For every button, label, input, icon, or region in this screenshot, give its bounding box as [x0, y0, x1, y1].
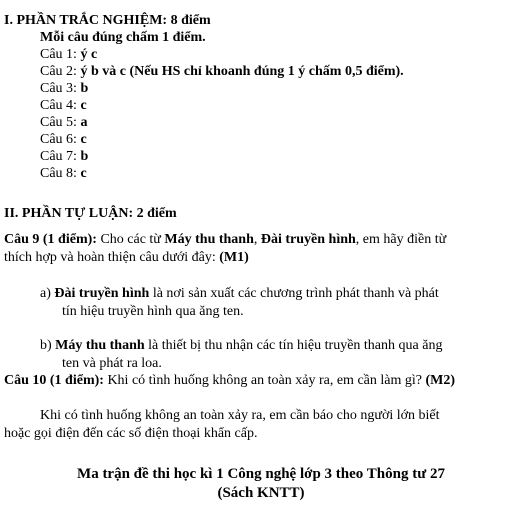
- answer-row: [40, 165, 87, 182]
- q9-item-a-line1: [40, 285, 439, 302]
- item-text: là thiết bị thu nhận các tín hiệu truyền thanh qua ăng: [148, 338, 443, 353]
- question-9-text: Cho các từ: [100, 232, 161, 247]
- section1-heading: I. PHẦN TRẮC NGHIỆM: 8 điểm: [4, 13, 211, 28]
- answer-value: c: [80, 166, 87, 181]
- question-9-text-tail: , em hãy điền từ: [355, 232, 447, 247]
- answer-label: Câu 2:: [40, 64, 77, 79]
- answer-row: [40, 97, 87, 114]
- section2-heading: II. PHẦN TỰ LUẬN: 2 điểm: [4, 206, 177, 221]
- question-10-answer-line2: hoặc gọi điện đến các số điện thoại khẩn cấp.: [4, 426, 258, 441]
- answer-label: Câu 8:: [40, 166, 77, 181]
- answer-label: Câu 3:: [40, 81, 77, 96]
- answer-value: c: [80, 132, 87, 147]
- answer-row: [40, 148, 88, 165]
- answer-label: Câu 7:: [40, 149, 77, 164]
- question-10-text: Khi có tình huống không an toàn xảy ra, em cần làm gì?: [107, 373, 422, 388]
- answer-value: ý c: [80, 47, 98, 62]
- question-10-level: (M2): [425, 373, 456, 388]
- item-text: là nơi sản xuất các chương trình phát thanh và phát: [152, 286, 439, 301]
- q9-item-a-line2: tín hiệu truyền hình qua ăng ten.: [62, 304, 244, 319]
- item-marker: a): [40, 286, 51, 301]
- term-may-thu-thanh: Máy thu thanh: [164, 232, 254, 247]
- answer-row: [40, 114, 87, 131]
- answer-value: c: [80, 98, 87, 113]
- answer-value: a: [80, 115, 88, 130]
- question-10-answer-line1: Khi có tình huống không an toàn xảy ra, em cần báo cho người lớn biết: [40, 408, 440, 423]
- question-9-line1: [4, 231, 446, 248]
- answer-row: [40, 46, 97, 63]
- matrix-title-line1: Ma trận đề thi học kì 1 Công nghệ lớp 3 theo Thông tư 27: [77, 466, 445, 482]
- item-term: Đài truyền hình: [54, 286, 150, 301]
- question-10-line: [4, 372, 455, 389]
- answer-row: [40, 80, 88, 97]
- question-9-level: (M1): [219, 250, 249, 265]
- answer-label: Câu 5:: [40, 115, 77, 130]
- matrix-title-line2: (Sách KNTT): [217, 485, 305, 501]
- answer-value: b: [80, 149, 89, 164]
- answer-label: Câu 4:: [40, 98, 77, 113]
- term-dai-truyen-hinh: Đài truyền hình: [260, 232, 356, 247]
- item-term: Máy thu thanh: [55, 338, 145, 353]
- question-9-text-line2: thích hợp và hoàn thiện câu dưới đây:: [4, 250, 216, 265]
- q9-item-b-line1: [40, 337, 442, 354]
- item-marker: b): [40, 338, 52, 353]
- answer-label: Câu 1:: [40, 47, 77, 62]
- question-9-line2: [4, 249, 249, 266]
- answer-label: Câu 6:: [40, 132, 77, 147]
- answer-value: ý b và c: [80, 64, 126, 79]
- question-10-label: Câu 10 (1 điểm):: [4, 373, 104, 388]
- scoring-rule: Mỗi câu đúng chấm 1 điểm.: [40, 30, 206, 45]
- term-separator: ,: [253, 232, 258, 247]
- answer-row: [40, 63, 404, 80]
- q9-item-b-line2: ten và phát ra loa.: [62, 356, 162, 371]
- answer-note: (Nếu HS chỉ khoanh đúng 1 ý chấm 0,5 điểm).: [129, 64, 404, 79]
- answer-value: b: [80, 81, 89, 96]
- question-9-label: Câu 9 (1 điểm):: [4, 232, 97, 247]
- answer-row: [40, 131, 87, 148]
